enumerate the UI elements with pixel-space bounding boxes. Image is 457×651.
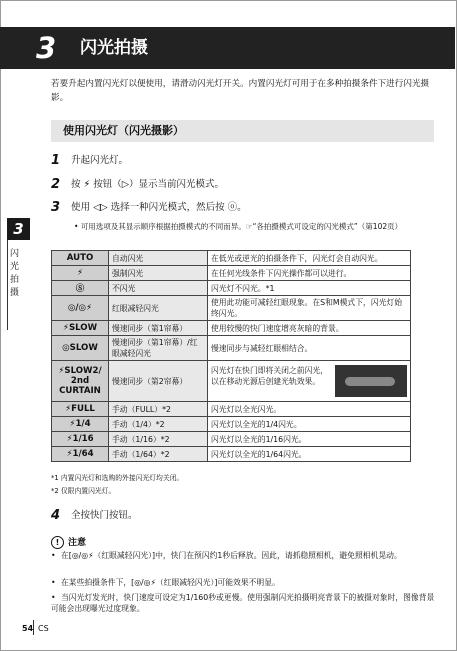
section-heading (51, 120, 434, 142)
mode-desc: 在低光或逆光的拍摄条件下，闪光灯会自动闪光。 (208, 251, 411, 266)
caution-heading (51, 535, 86, 549)
mode-name: 手动（FULL）*2 (109, 402, 208, 417)
mode-cell: ⚡SLOW (52, 321, 109, 336)
intro-paragraph: 若要升起内置闪光灯以便使用，请滑动闪光灯开关。内置闪光灯可用于在多种拍摄条件下进行闪光摄影。 (51, 79, 430, 103)
table-row (52, 321, 411, 336)
mode-desc: 在任何光线条件下闪光操作都可以进行。 (208, 266, 411, 281)
step-text: 全按快门按钮。 (71, 510, 138, 521)
table-row (52, 251, 411, 266)
mode-name: 手动（1/16）*2 (109, 432, 208, 447)
mode-desc: 闪光灯以全光的1/4闪光。 (208, 417, 411, 432)
step-text: 按 ⚡ 按钮（▷）显示当前闪光模式。 (71, 179, 225, 190)
table-row (52, 361, 411, 402)
caution-text: 当闪光灯发光时，快门速度可设定为1/160秒或更慢。使用强制闪光拍摄明亮背景下的被摄对象时，图像背景可能会出现曝光过度现象。 (51, 593, 435, 613)
mode-cell: ◎/◎⚡ (52, 296, 109, 321)
page-number: 54 (22, 624, 34, 633)
mode-name: 慢速同步（第1帘幕）/红眼减轻闪光 (109, 336, 208, 361)
language-code: CS (38, 624, 49, 633)
mode-name: 手动（1/4）*2 (109, 417, 208, 432)
mode-cell: ⚡1/64 (52, 447, 109, 462)
step-2 (51, 177, 224, 193)
mode-desc: 闪光灯以全光的1/16闪光。 (208, 432, 411, 447)
table-row (52, 281, 411, 296)
step-3 (51, 200, 247, 216)
mode-name: 手动（1/64）*2 (109, 447, 208, 462)
mode-name: 强制闪光 (109, 266, 208, 281)
caution-item: • 在[◎/◎⚡（红眼减轻闪光）]中，快门在预闪约1秒后释放。因此，请抓稳照相机，避免照相机晃动。 (51, 551, 402, 560)
step-number: 4 (51, 508, 61, 523)
footnote-1: *1 内置闪光灯和选购的外接闪光灯均关闭。 (51, 474, 184, 482)
mode-cell: ⚡SLOW2/ 2nd CURTAIN (52, 361, 109, 402)
table-row (52, 296, 411, 321)
caution-item: • 当闪光灯发光时，快门速度可设定为1/160秒或更慢。使用强制闪光拍摄明亮背景下的被摄对象时，图像背景可能会出现曝光过度现象。 (51, 593, 435, 613)
step-number: 1 (51, 153, 61, 168)
section-title: 使用闪光灯（闪光摄影） (63, 124, 184, 137)
side-tab-label: 闪光拍摄 (10, 249, 20, 298)
table-row (52, 266, 411, 281)
mode-cell: ⚡1/4 (52, 417, 109, 432)
mode-name: 慢速同步（第1帘幕） (109, 321, 208, 336)
table-row (52, 432, 411, 447)
mode-cell: ◎SLOW (52, 336, 109, 361)
mode-desc: 闪光灯以全光闪光。 (208, 402, 411, 417)
caution-icon: ! (51, 536, 64, 549)
step-number: 2 (51, 177, 61, 192)
step-number: 3 (51, 200, 61, 215)
step-4 (51, 508, 138, 524)
chapter-title: 闪光拍摄 (80, 38, 148, 58)
caution-item: • 在某些拍摄条件下，[◎/◎⚡（红眼减轻闪光）]可能效果不明显。 (51, 578, 280, 587)
mode-desc: 闪光灯以全光的1/64闪光。 (208, 447, 411, 462)
mode-desc: 使用此功能可减轻红眼现象。在S和M模式下，闪光灯始终闪光。 (208, 296, 411, 321)
mode-name: 红眼减轻闪光 (109, 296, 208, 321)
mode-name: 不闪光 (109, 281, 208, 296)
chapter-number: 3 (36, 31, 57, 65)
caution-title: 注意 (68, 538, 87, 548)
side-divider (7, 240, 8, 330)
table-row (52, 402, 411, 417)
mode-desc: 慢速同步与减轻红眼相结合。 (208, 336, 411, 361)
footer-divider (33, 620, 34, 635)
mode-cell: ⚡FULL (52, 402, 109, 417)
table-row (52, 417, 411, 432)
mode-cell: ⚡ (52, 266, 109, 281)
light-trail-illustration (335, 365, 407, 397)
step-text: 升起闪光灯。 (71, 155, 129, 166)
mode-desc-text: 闪光灯在快门即将关闭之前闪光，以在移动光源后创建光轨效果。 (211, 366, 328, 386)
mode-desc (208, 361, 411, 402)
mode-cell: Ⓢ (52, 281, 109, 296)
table-row (52, 447, 411, 462)
footnote-2: *2 仅限内置闪光灯。 (51, 487, 116, 495)
mode-name: 自动闪光 (109, 251, 208, 266)
mode-cell: AUTO (52, 251, 109, 266)
caution-text: 在某些拍摄条件下，[◎/◎⚡（红眼减轻闪光）]可能效果不明显。 (61, 578, 280, 587)
caution-text: 在[◎/◎⚡（红眼减轻闪光）]中，快门在预闪约1秒后释放。因此，请抓稳照相机，避免照相机晃动。 (61, 551, 402, 560)
table-row (52, 336, 411, 361)
step-1 (51, 153, 128, 169)
step-3-note: • 可用选项及其显示顺序根据拍摄模式的不同而异。☞“各拍摄模式可设定的闪光模式”（第102页） (74, 222, 403, 231)
flash-mode-table (51, 250, 411, 462)
mode-cell: ⚡1/16 (52, 432, 109, 447)
side-tab-number: 3 (7, 218, 30, 240)
chapter-header (0, 27, 455, 69)
mode-desc: 闪光灯不闪光。*1 (208, 281, 411, 296)
mode-desc: 使用较慢的快门速度增亮灰暗的背景。 (208, 321, 411, 336)
mode-name: 慢速同步（第2帘幕） (109, 361, 208, 402)
step-text: 使用 ◁▷ 选择一种闪光模式，然后按 ⓞ。 (71, 202, 247, 213)
